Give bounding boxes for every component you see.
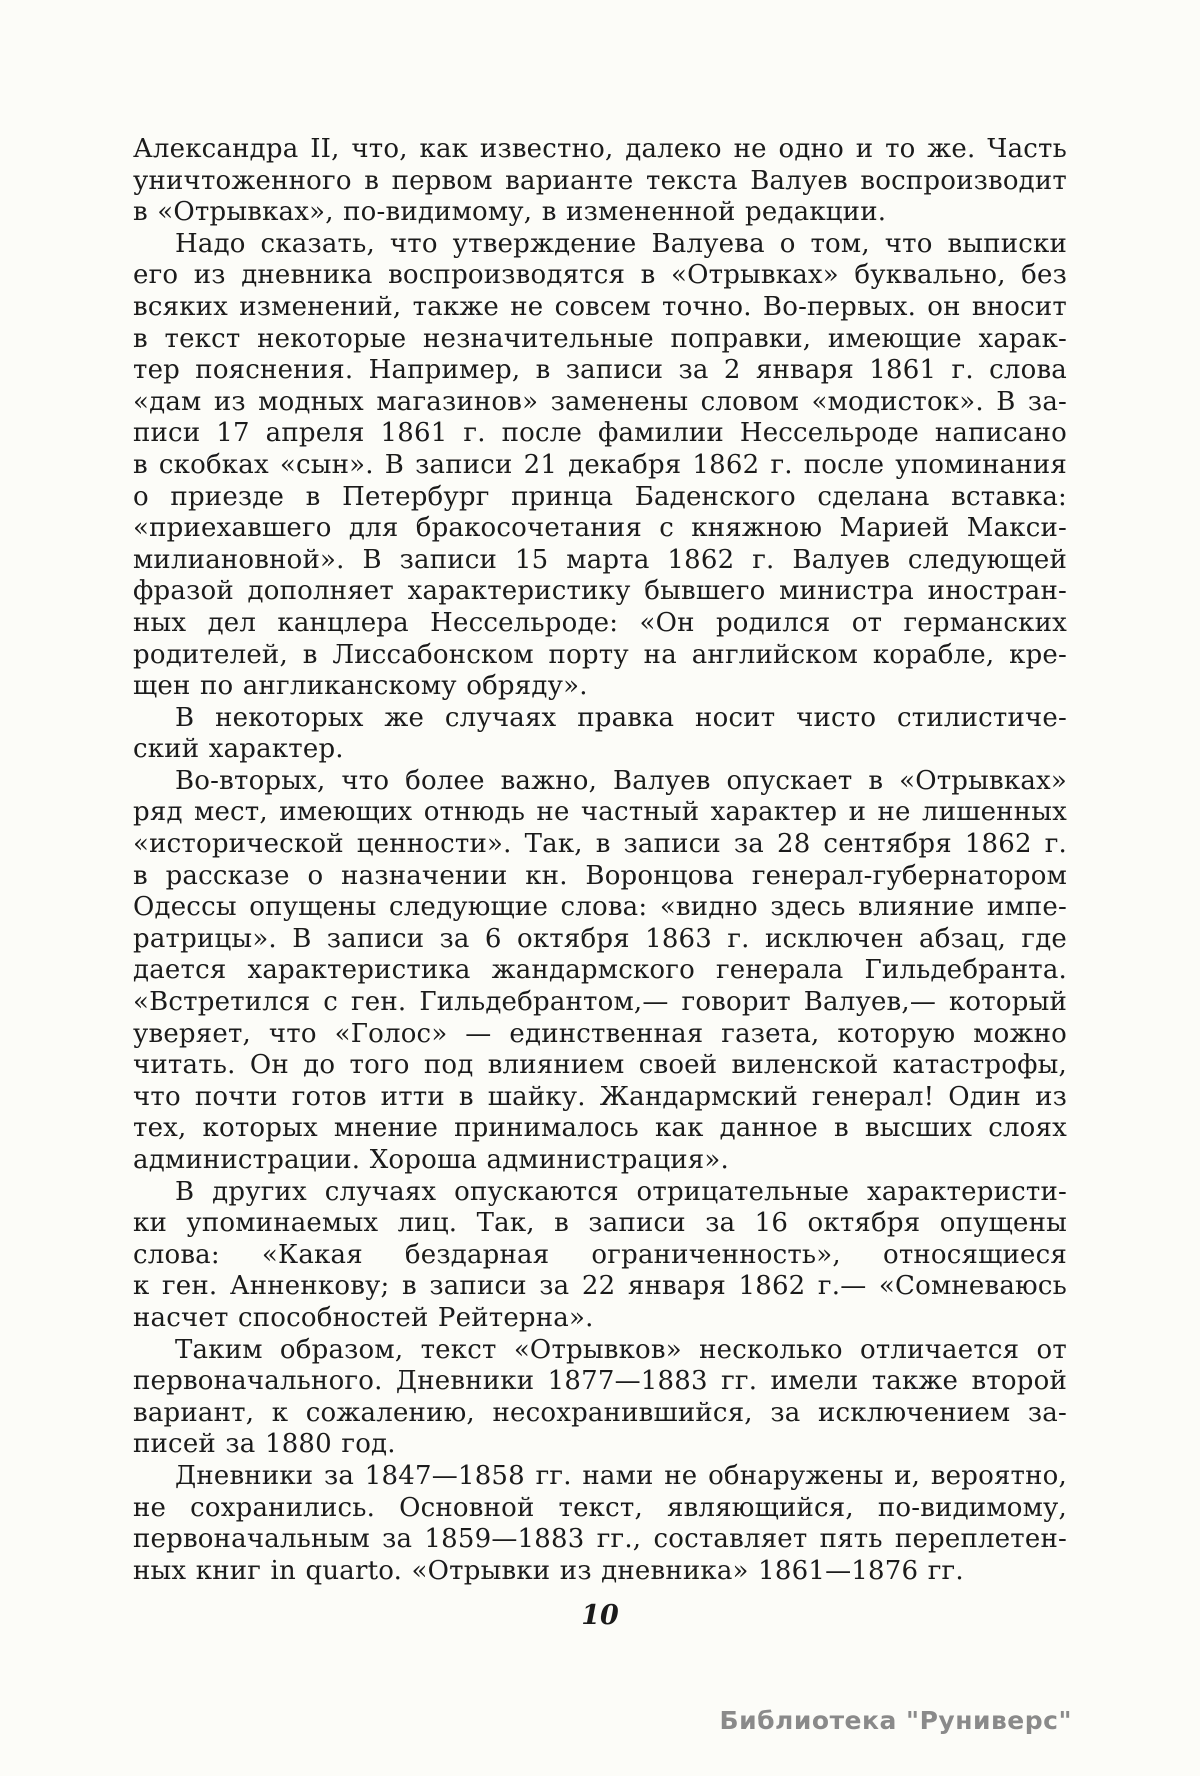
text-line: дается характеристика жандармского генерала Гильдебранта. xyxy=(133,955,1067,986)
text-line: к ген. Анненкову; в записи за 22 января 1862 г.— «Сомневаюсь xyxy=(133,1271,1067,1302)
text-line: ки упоминаемых лиц. Так, в записи за 16 октября опущены xyxy=(133,1208,1067,1239)
page-number: 10 xyxy=(581,1600,619,1631)
text-line: в «Отрывках», по-видимому, в измененной редакции. xyxy=(133,197,887,228)
text-line: писи 17 апреля 1861 г. после фамилии Нессельроде написано xyxy=(133,418,1067,449)
text-line: родителей, в Лиссабонском порту на английском корабле, кре- xyxy=(133,639,1067,670)
text-line: не сохранились. Основной текст, являющийся, по-видимому, xyxy=(133,1492,1067,1523)
text-line: ратрицы». В записи за 6 октября 1863 г. исключен абзац, где xyxy=(133,923,1067,954)
text-line: о приезде в Петербург принца Баденского сделана вставка: xyxy=(133,481,1067,512)
text-line: первоначального. Дневники 1877—1883 гг. имели также второй xyxy=(133,1366,1067,1397)
body-text xyxy=(133,134,1067,1587)
text-line: тех, которых мнение принималось как данное в высших слоях xyxy=(133,1113,1067,1144)
text-line: ных книг in quarto. «Отрывки из дневника» 1861—1876 гг. xyxy=(133,1555,964,1586)
text-line: Таким образом, текст «Отрывков» несколько отличается от xyxy=(175,1334,1067,1365)
text-line: ский характер. xyxy=(133,734,344,765)
text-line: администрации. Хороша администрация». xyxy=(133,1145,729,1175)
text-line: писей за 1880 год. xyxy=(133,1429,396,1460)
paragraph xyxy=(133,1461,1067,1587)
text-line: что почти готов итти в шайку. Жандармский генерал! Один из xyxy=(133,1081,1067,1112)
text-line: всяких изменений, также не совсем точно. Во-первых. он вносит xyxy=(133,291,1067,322)
text-line: насчет способностей Рейтерна». xyxy=(133,1302,594,1333)
text-line: его из дневника воспроизводятся в «Отрывках» буквально, без xyxy=(133,260,1067,291)
text-line: Во-вторых, что более важно, Валуев опускает в «Отрывках» xyxy=(175,765,1067,796)
paragraph xyxy=(133,703,1067,766)
paragraph xyxy=(133,134,1067,229)
text-line: читать. Он до того под влиянием своей виленской катастрофы, xyxy=(133,1050,1067,1081)
text-line: В других случаях опускаются отрицательные характеристи- xyxy=(175,1176,1067,1207)
text-line: уничтоженного в первом варианте текста Валуев воспроизводит xyxy=(133,165,1067,196)
text-line: «Встретился с ген. Гильдебрантом,— говорит Валуев,— который xyxy=(133,987,1067,1018)
paragraph xyxy=(133,229,1067,703)
text-line: слова: «Какая бездарная ограниченность», относящиеся xyxy=(133,1239,1067,1270)
text-line: в скобках «сын». В записи 21 декабря 1862 г. после упоминания xyxy=(133,449,1067,480)
paragraph xyxy=(133,1177,1067,1335)
text-line: «исторической ценности». Так, в записи за 28 сентября 1862 г. xyxy=(133,829,1067,860)
text-line: Одессы опущены следующие слова: «видно здесь влияние импе- xyxy=(133,892,1067,923)
text-line: щен по англиканскому обряду». xyxy=(133,671,588,702)
text-line: В некоторых же случаях правка носит чисто стилистиче- xyxy=(175,702,1067,733)
text-line: в текст некоторые незначительные поправки, имеющие харак- xyxy=(133,323,1067,354)
text-line: ных дел канцлера Нессельроде: «Он родился от германских xyxy=(133,607,1067,638)
text-line: первоначальным за 1859—1883 гг., составляет пять переплетен- xyxy=(133,1524,1067,1555)
library-watermark: Библиотека "Руниверс" xyxy=(719,1706,1072,1735)
text-line: Александра II, что, как известно, далеко не одно и то же. Часть xyxy=(133,134,1067,164)
paragraph xyxy=(133,1335,1067,1461)
text-line: Дневники за 1847—1858 гг. нами не обнаружены и, вероятно, xyxy=(175,1460,1067,1491)
text-line: тер пояснения. Например, в записи за 2 января 1861 г. слова xyxy=(133,355,1067,386)
text-line: вариант, к сожалению, несохранившийся, за исключением за- xyxy=(133,1397,1067,1428)
text-line: милиановной». В записи 15 марта 1862 г. Валуев следующей xyxy=(133,544,1067,575)
text-line: Надо сказать, что утверждение Валуева о том, что выписки xyxy=(175,228,1067,259)
text-line: уверяет, что «Голос» — единственная газета, которую можно xyxy=(133,1018,1067,1049)
text-line: в рассказе о назначении кн. Воронцова генерал-губернатором xyxy=(133,860,1067,891)
text-line: ряд мест, имеющих отнюдь не частный характер и не лишенных xyxy=(133,797,1067,828)
text-line: «дам из модных магазинов» заменены словом «модисток». В за- xyxy=(133,386,1067,417)
paragraph xyxy=(133,766,1067,1177)
text-line: «приехавшего для бракосочетания с княжною Марией Макси- xyxy=(133,513,1067,544)
text-line: фразой дополняет характеристику бывшего министра иностран- xyxy=(133,576,1067,607)
